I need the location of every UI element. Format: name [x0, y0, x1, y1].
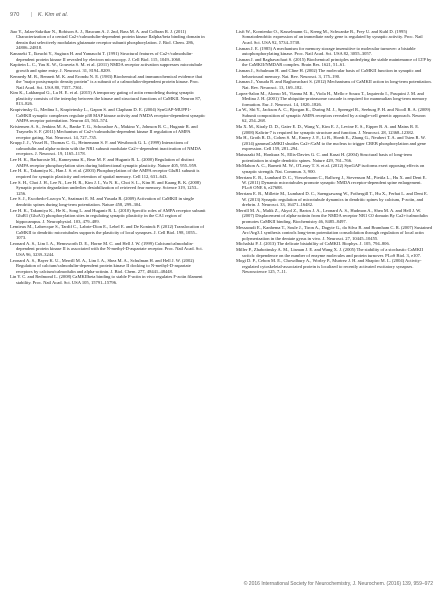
reference-entry: Kim K., Lakhanpal G., Lu H. E. et al. (2015) A temporary gating of actin remodeling during synaptic plasticity consists of the interplay between the kinase and structural functions of CaMKII. Neuron 87, 813–826.: [10, 90, 202, 107]
header-separator: |: [30, 12, 33, 18]
reference-entry: Matsuzaki M., Honkura N., Ellis-Davies G. C. and Kasai H. (2004) Structural basis of long-term potentiation in single dendritic spines. Nature 429, 761–766.: [236, 152, 412, 163]
reference-entry: Lee S. H., Choi J. H., Lee N., Lee H. R., Kim J. I., Yu N. K., Choi S. L., Kim H. and Kaang B. K. (2008) Synaptic protein degradation underlies destabilization of retrieved fear memory. Science 319, 1253–1256.: [10, 179, 201, 196]
page-footer: [10, 581, 433, 589]
running-author: K. Kim et al.: [37, 12, 69, 18]
reference-entry: Lee H. K., Takamiya K., Han J. S. et al. (2003) Phosphorylation of the AMPA receptor GluR1 subunit is required for synaptic plasticity and retention of spatial memory. Cell 112, 631–643.: [10, 168, 200, 179]
reference-entry: Merriam E. B., Millette M., Lumbard D. C., Saengsawang W., Fothergill T., Hu X., Ferhat L. and Dent E. W. (2013) Synaptic regulation of microtubule dynamics in dendritic spines by calcium, F-actin, and drebrin. J. Neurosci. 33, 16471–16482.: [236, 191, 428, 208]
running-header: [10, 12, 433, 22]
reference-entry: Lisman J. and Raghavachari S. (2015) Biochemical principles underlying the stable maintenance of LTP by the CaMKII/NMDAR complex. Brain Res. 1621, 51–61.: [236, 56, 432, 68]
reference-entry: McMahon A. C., Barnett M. W., O'Leary T. S. et al. (2012) SynGAP isoforms exert opposing effects on synaptic strength. Nat. Commun. 3, 900.: [236, 163, 425, 174]
reference-entry: Lopez-Salon M., Alonso M., Vianna M. R., Viola H., Mello e Souza T., Izquierdo I., Pasquini J. M. and Medina J. H. (2001) The ubiquitin-proteasome cascade is required for mammalian long-term memory formation. Eur. J. Neurosci. 14, 1820–1826.: [236, 90, 428, 107]
reference-entry: Jiao Y., Jalan-Sakrikar N., Robison A. J., Baucum A. J. 2nd, Bass M. A. and Colbran R. J. (2011) Characterization of a central Ca2+/calmodulin-dependent protein kinase IIalpha/beta binding domain in densin that selectively modulates glutamate receptor subunit phosphorylation. J. Biol. Chem. 286, 24806–24818.: [10, 29, 205, 51]
reference-entry: Lu W., Shi Y., Jackson A. C., Bjorgan K., During M. J., Sprengel R., Seeburg P. H. and Nicoll R. A. (2009) Subunit composition of synaptic AMPA receptors revealed by a single-cell genetic approach. Neuron 62, 254–268.: [236, 107, 431, 124]
reference-entry: Leonard A. S., Bayer K. U., Merrill M. A., Lim I. A., Shea M. A., Schulman H. and Hell J. W. (2002) Regulation of calcium/calmodulin-dependent protein kinase II docking to N-methyl-D-aspartate receptors by calcium/calmodulin and alpha-actinin. J. Biol. Chem. 277, 48441–48448.: [10, 257, 195, 274]
references-left-column: [10, 29, 206, 286]
reference-entry: Lemieux M., Labrecque S., Tardif C., Labrie-Dion E., Lebel E. and De Koninck P. (2012) Translocation of CaMKII to dendritic microtubules supports the plasticity of local synapses. J. Cell Biol. 198, 1055–1073.: [10, 224, 205, 241]
references-right-column: [236, 29, 432, 275]
reference-entry: Lisman J., Yasuda R. and Raghavachari S. (2012) Mechanisms of CaMKII action in long-term potentiation. Nat. Rev. Neurosci. 13, 169–182.: [236, 79, 432, 90]
reference-entry: Lee H. K., Takamiya K., He K., Song L. and Huganir R. L. (2010) Specific roles of AMPA receptor subunit GluR1 (GluA1) phosphorylation sites in regulating synaptic plasticity in the CA1 region of hippocampus. J. Neurophysiol. 103, 479–489.: [10, 207, 206, 224]
reference-entry: Ma X. M., Kiraly D. D., Gaier E. D., Wang Y., Kim E. J., Levine E. S., Eipper B. A. and Mains R. E. (2008) Kalirin-7 is required for synaptic structure and function. J. Neurosci. 28, 12368–12382.: [236, 124, 420, 135]
footer-copyright: © 2016 International Society for Neurochemistry, J. Neurochem. (2016) 139, 959–972: [243, 581, 433, 587]
reference-entry: Merrill M. A., Malik Z., Akyol Z., Bartos J. A., Leonard A. S., Hudmon A., Shea M. A. and Hell J. W. (2007) Displacement of alpha-actinin from the NMDA receptor NR1 C0 domain By Ca2+/calmodulin promotes CaMKII binding. Biochemistry 46, 8485–8497.: [236, 207, 428, 224]
reference-entry: Michalski P. J. (2013) The delicate bistability of CaMKII. Biophys. J. 105, 794–806.: [236, 241, 390, 247]
reference-entry: Kapitein L. C., Yau K. W., Gouveia S. M. et al. (2011) NMDA receptor activation suppresses microtubule growth and spine entry. J. Neurosci. 31, 8194–8209.: [10, 62, 203, 73]
reference-entry: Merriam E. B., Lumbard D. C., Viesselmann C., Ballweg J., Stevenson M., Pietila L., Hu X. and Dent E. W. (2011) Dynamic microtubules promote synaptic NMDA receptor-dependent spine enlargement. PLoS ONE 6, e27688.: [236, 174, 427, 191]
reference-entry: Lisft W., Kornienko O., Kasselmann G., Kreng M., Schwanke B., Frey U. and Kuhl D. (1995) Somatodendritic expression of an immediate early gene is regulated by synaptic activity. Proc. Natl Acad. Sci. USA 92, 5734–5738.: [236, 29, 423, 45]
reference-entry: Krapivinsky G., Medina I., Krapivinsky L., Gapon S. and Clapham D. E. (2004) SynGAP-MUPP1-CaMKII synaptic complexes regulate p38 MAP kinase activity and NMDA receptor-dependent synaptic AMPA receptor potentiation. Neuron 43, 563–574.: [10, 107, 206, 123]
reference-entry: Leonard A. S., Lim I. A., Hemsworth D. E., Horne M. C. and Hell J. W. (1999) Calcium/calmodulin-dependent protein kinase II is associated with the N-methyl-D-aspartate receptor. Proc. Natl Acad. Sci. USA 96, 3239–3244.: [10, 241, 203, 257]
reference-entry: Ma H., Groth R. D., Cohen S. M., Emery J. F., Li B., Hoedt E., Zhang G., Neubert T. A. and Tsien R. W. (2014) gammaCaMKII shuttles Ca2+/CaM to the nucleus to trigger CREB phosphorylation and gene expression. Cell 159, 281–294.: [236, 135, 426, 152]
reference-entry: Miller P., Zhabotinsky A. M., Lisman J. E. and Wang X. J. (2005) The stability of a stochastic CaMKII switch: dependence on the number of enzyme molecules and protein turnover. PLoS Biol. 3, e107.: [236, 247, 424, 258]
reference-entry: Lee H. K., Barbarosie M., Kameyama K., Bear M. F. and Huganir R. L. (2000) Regulation of distinct AMPA receptor phosphorylation sites during bidirectional synaptic plasticity. Nature 405, 955–959.: [10, 157, 198, 168]
reference-entry: Kennedy M. B., Bennett M. K. and Erondu N. E. (1983) Biochemical and immunochemical evidence that the "major postsynaptic density protein" is a subunit of a calmodulin-dependent protein kinase. Proc. Natl Acad. Sci. USA 80, 7357–7361.: [10, 73, 203, 90]
reference-entry: Krupp J. J., Vissel B., Thomas C. G., Heinemann S. F. and Westbrook G. L. (1999) Interactions of calmodulin and alpha-actinin with the NR1 subunit modulate Ca2+-dependent inactivation of NMDA receptors. J. Neurosci. 19, 1165–1178.: [10, 140, 201, 157]
reference-entry: Kanaseki T., Ikeuchi Y., Sugiura H. and Yamauchi T. (1991) Structural features of Ca2+/calmodulin-dependent protein kinase II revealed by electron microscopy. J. Cell Biol. 115, 1049–1060.: [10, 51, 193, 62]
reference-entry: Lisman J. E. (1985) A mechanism for memory storage insensitive to molecular turnover: a bistable autophosphorylating kinase. Proc. Natl Acad. Sci. USA 82, 3055–3057.: [236, 45, 416, 57]
reference-entry: Kristensen A. S., Jenkins M. A., Banke T. G., Schousboe A., Makino Y., Johnson R. C., Huganir R. and Traynelis S. F. (2011) Mechanism of Ca2+/calmodulin-dependent kinase II regulation of AMPA receptor gating. Nat. Neurosci. 14, 727–735.: [10, 123, 198, 140]
reference-entry: Lin Y. C. and Redmond L. (2008) CaMKIIbeta binding to stable F-actin in vivo regulates F-actin filament stability. Proc. Natl Acad. Sci. USA 105, 15791–15796.: [10, 274, 203, 285]
reference-entry: Lisman J., Schulman H. and Cline H. (2002) The molecular basis of CaMKII function in synaptic and behavioural memory. Nat. Rev. Neurosci. 3, 175–190.: [236, 68, 422, 79]
reference-entry: Lee S. J., Escobedo-Lozoya Y., Szatmari E. M. and Yasuda R. (2009) Activation of CaMKII in single dendritic spines during long-term potentiation. Nature 458, 299–304.: [10, 196, 194, 207]
page-number: 970: [10, 12, 20, 18]
reference-entry: Messaoudi E., Kanhema T., Soule J., Tiron A., Dagyte G., da Silva B. and Bramham C. R. (2007) Sustained Arc/Arg3.1 synthesis controls long-term potentiation consolidation through regulation of local actin polymerization in the dentate gyrus in vivo. J. Neurosci. 27, 10445–10455.: [236, 224, 432, 241]
reference-entry: Mogi D. P., Cebon M. E., Chowdhury A., Worley P., Murtrez J. H. and Shapiro M. L. (2004) Activity-regulated cytoskeletal-associated protein is localized to recently activated excitatory synapses. Neuroscience 125, 7–11.: [236, 258, 422, 275]
